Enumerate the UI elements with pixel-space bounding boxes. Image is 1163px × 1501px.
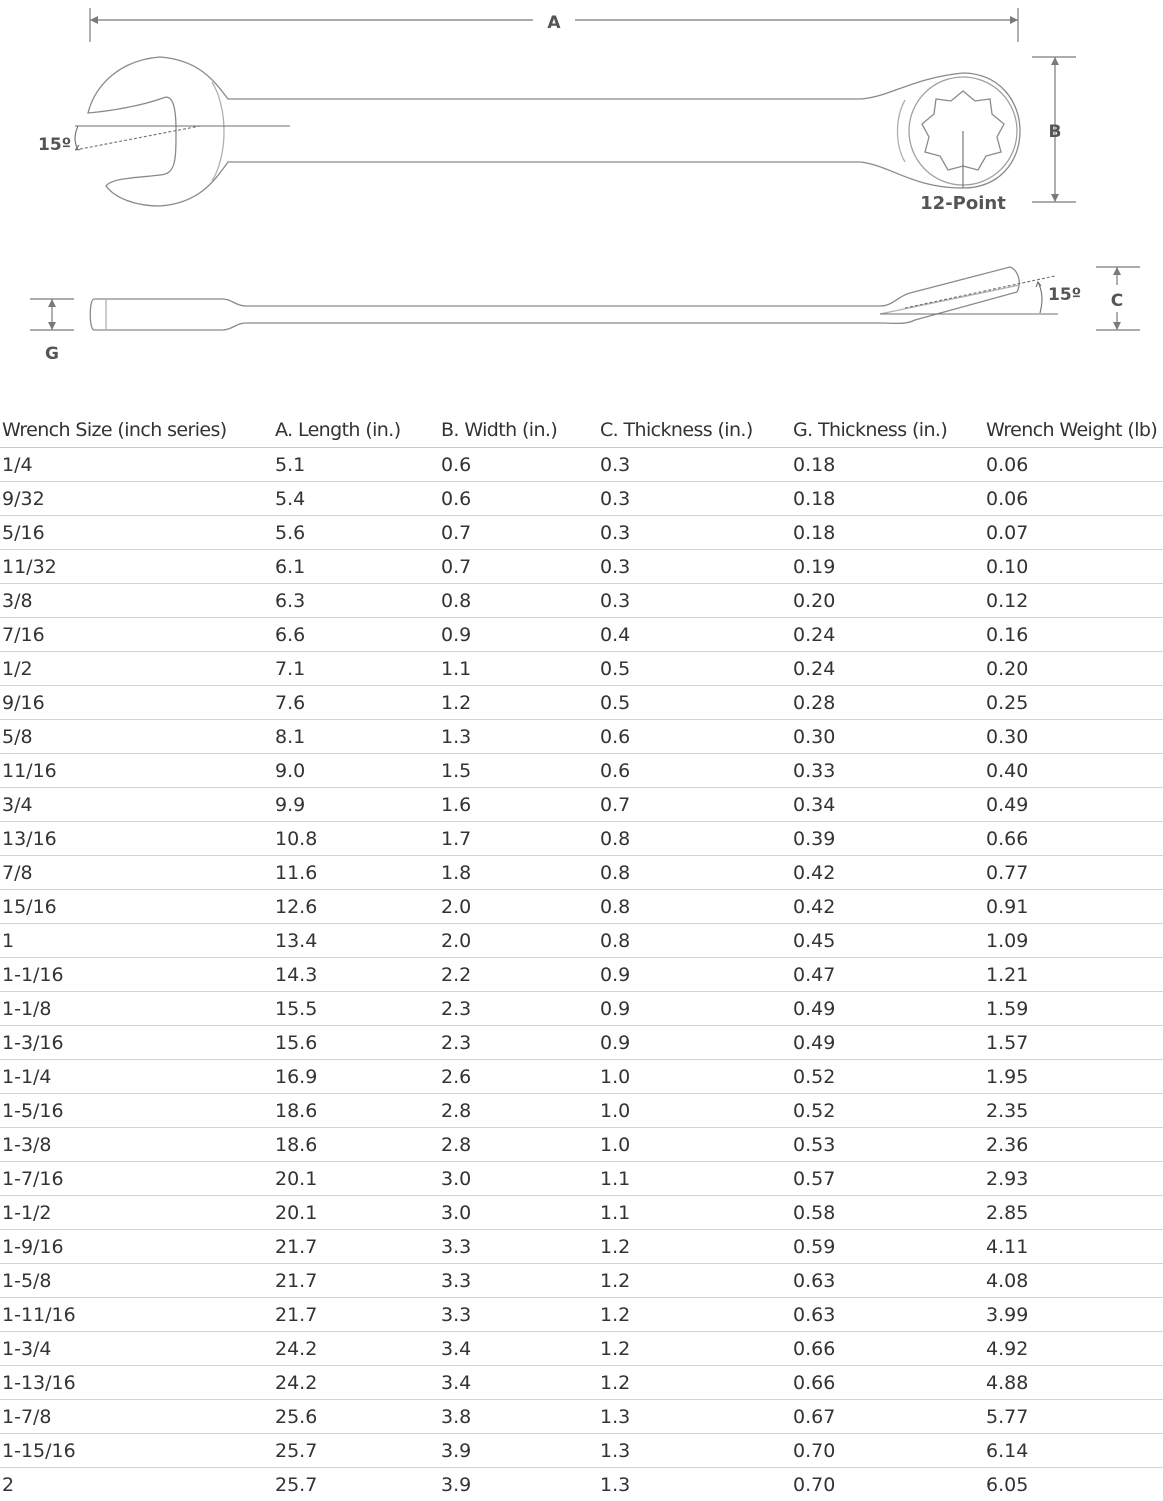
cell-c-thickness: 0.3: [598, 448, 791, 482]
cell-weight: 0.10: [984, 550, 1163, 584]
cell-width: 3.3: [439, 1264, 598, 1298]
cell-length: 6.6: [273, 618, 439, 652]
cell-c-thickness: 0.5: [598, 652, 791, 686]
cell-width: 1.6: [439, 788, 598, 822]
cell-length: 13.4: [273, 924, 439, 958]
cell-g-thickness: 0.52: [791, 1094, 984, 1128]
cell-c-thickness: 1.0: [598, 1060, 791, 1094]
cell-c-thickness: 0.3: [598, 516, 791, 550]
cell-c-thickness: 0.4: [598, 618, 791, 652]
cell-weight: 2.85: [984, 1196, 1163, 1230]
cell-weight: 0.06: [984, 482, 1163, 516]
cell-g-thickness: 0.58: [791, 1196, 984, 1230]
table-row: [0, 1060, 1163, 1094]
cell-weight: 0.40: [984, 754, 1163, 788]
table-row: [0, 720, 1163, 754]
cell-width: 3.0: [439, 1162, 598, 1196]
table-row: [0, 1332, 1163, 1366]
cell-length: 5.4: [273, 482, 439, 516]
cell-g-thickness: 0.24: [791, 652, 984, 686]
cell-c-thickness: 1.2: [598, 1230, 791, 1264]
cell-wrench-size: 1-3/8: [0, 1128, 273, 1162]
cell-c-thickness: 1.1: [598, 1162, 791, 1196]
cell-g-thickness: 0.59: [791, 1230, 984, 1264]
dimension-b-label: B: [1049, 122, 1062, 142]
cell-g-thickness: 0.33: [791, 754, 984, 788]
angle-side-label: 15º: [1048, 285, 1081, 305]
cell-c-thickness: 0.3: [598, 584, 791, 618]
table-row: [0, 856, 1163, 890]
cell-width: 1.1: [439, 652, 598, 686]
cell-c-thickness: 1.0: [598, 1128, 791, 1162]
cell-length: 20.1: [273, 1196, 439, 1230]
cell-c-thickness: 0.9: [598, 1026, 791, 1060]
cell-weight: 4.92: [984, 1332, 1163, 1366]
cell-width: 0.7: [439, 550, 598, 584]
cell-length: 8.1: [273, 720, 439, 754]
cell-wrench-size: 11/32: [0, 550, 273, 584]
cell-wrench-size: 1/2: [0, 652, 273, 686]
cell-g-thickness: 0.42: [791, 856, 984, 890]
cell-weight: 0.12: [984, 584, 1163, 618]
table-row: [0, 1026, 1163, 1060]
header-g-thickness: G. Thickness (in.): [791, 413, 984, 448]
cell-length: 9.0: [273, 754, 439, 788]
cell-wrench-size: 1-9/16: [0, 1230, 273, 1264]
cell-wrench-size: 5/8: [0, 720, 273, 754]
cell-wrench-size: 1-3/4: [0, 1332, 273, 1366]
cell-g-thickness: 0.52: [791, 1060, 984, 1094]
cell-length: 21.7: [273, 1298, 439, 1332]
cell-weight: 4.11: [984, 1230, 1163, 1264]
cell-weight: 1.09: [984, 924, 1163, 958]
cell-width: 1.2: [439, 686, 598, 720]
table-row: [0, 958, 1163, 992]
cell-length: 6.3: [273, 584, 439, 618]
wrench-dimension-diagram: [0, 0, 1163, 380]
cell-weight: 0.49: [984, 788, 1163, 822]
cell-wrench-size: 1-1/16: [0, 958, 273, 992]
cell-g-thickness: 0.18: [791, 448, 984, 482]
wrench-side-view: [90, 267, 1020, 330]
wrench-spec-table: [0, 413, 1163, 1501]
cell-g-thickness: 0.18: [791, 482, 984, 516]
cell-width: 1.8: [439, 856, 598, 890]
cell-wrench-size: 1/4: [0, 448, 273, 482]
cell-g-thickness: 0.24: [791, 618, 984, 652]
cell-c-thickness: 0.8: [598, 822, 791, 856]
cell-width: 0.7: [439, 516, 598, 550]
cell-wrench-size: 15/16: [0, 890, 273, 924]
cell-length: 5.6: [273, 516, 439, 550]
cell-width: 2.8: [439, 1128, 598, 1162]
table-row: [0, 550, 1163, 584]
cell-g-thickness: 0.66: [791, 1332, 984, 1366]
header-width: B. Width (in.): [439, 413, 598, 448]
cell-g-thickness: 0.45: [791, 924, 984, 958]
table-row: [0, 890, 1163, 924]
cell-width: 3.9: [439, 1468, 598, 1501]
cell-wrench-size: 2: [0, 1468, 273, 1501]
cell-g-thickness: 0.19: [791, 550, 984, 584]
cell-wrench-size: 7/16: [0, 618, 273, 652]
cell-width: 0.9: [439, 618, 598, 652]
cell-g-thickness: 0.63: [791, 1264, 984, 1298]
cell-c-thickness: 0.8: [598, 924, 791, 958]
cell-g-thickness: 0.57: [791, 1162, 984, 1196]
cell-width: 0.6: [439, 448, 598, 482]
cell-length: 24.2: [273, 1366, 439, 1400]
cell-weight: 4.08: [984, 1264, 1163, 1298]
table-row: [0, 516, 1163, 550]
table-row: [0, 1094, 1163, 1128]
table-row: [0, 482, 1163, 516]
table-row: [0, 924, 1163, 958]
twelve-point-label: 12-Point: [920, 193, 1006, 214]
cell-weight: 0.07: [984, 516, 1163, 550]
header-length: A. Length (in.): [273, 413, 439, 448]
table-row: [0, 754, 1163, 788]
cell-width: 2.2: [439, 958, 598, 992]
cell-g-thickness: 0.39: [791, 822, 984, 856]
cell-wrench-size: 13/16: [0, 822, 273, 856]
cell-weight: 1.57: [984, 1026, 1163, 1060]
cell-length: 6.1: [273, 550, 439, 584]
cell-wrench-size: 1-15/16: [0, 1434, 273, 1468]
table-row: [0, 1162, 1163, 1196]
header-wrench-size: Wrench Size (inch series): [0, 413, 273, 448]
cell-weight: 5.77: [984, 1400, 1163, 1434]
cell-length: 25.7: [273, 1468, 439, 1501]
cell-length: 21.7: [273, 1264, 439, 1298]
cell-weight: 0.66: [984, 822, 1163, 856]
cell-c-thickness: 0.3: [598, 550, 791, 584]
cell-wrench-size: 11/16: [0, 754, 273, 788]
table-row: [0, 618, 1163, 652]
table-row: [0, 1196, 1163, 1230]
cell-width: 3.4: [439, 1332, 598, 1366]
dimension-g-label: G: [45, 344, 59, 364]
cell-weight: 4.88: [984, 1366, 1163, 1400]
cell-c-thickness: 1.2: [598, 1332, 791, 1366]
cell-c-thickness: 0.6: [598, 754, 791, 788]
cell-length: 15.5: [273, 992, 439, 1026]
cell-wrench-size: 1-11/16: [0, 1298, 273, 1332]
cell-wrench-size: 1-3/16: [0, 1026, 273, 1060]
cell-wrench-size: 1-5/8: [0, 1264, 273, 1298]
table-row: [0, 992, 1163, 1026]
cell-g-thickness: 0.70: [791, 1434, 984, 1468]
cell-c-thickness: 0.5: [598, 686, 791, 720]
cell-wrench-size: 9/32: [0, 482, 273, 516]
cell-g-thickness: 0.34: [791, 788, 984, 822]
cell-wrench-size: 1-1/4: [0, 1060, 273, 1094]
table-row: [0, 1298, 1163, 1332]
cell-wrench-size: 1-1/2: [0, 1196, 273, 1230]
cell-g-thickness: 0.47: [791, 958, 984, 992]
cell-c-thickness: 0.3: [598, 482, 791, 516]
cell-wrench-size: 1-7/8: [0, 1400, 273, 1434]
dimension-c-label: C: [1111, 291, 1123, 311]
cell-g-thickness: 0.42: [791, 890, 984, 924]
cell-width: 2.3: [439, 992, 598, 1026]
table-row: [0, 822, 1163, 856]
cell-c-thickness: 0.9: [598, 992, 791, 1026]
cell-g-thickness: 0.49: [791, 1026, 984, 1060]
cell-c-thickness: 1.3: [598, 1400, 791, 1434]
cell-length: 18.6: [273, 1128, 439, 1162]
cell-c-thickness: 1.0: [598, 1094, 791, 1128]
cell-width: 2.0: [439, 924, 598, 958]
dimension-a-label: A: [547, 13, 561, 33]
cell-width: 1.3: [439, 720, 598, 754]
table-row: [0, 1264, 1163, 1298]
cell-weight: 2.35: [984, 1094, 1163, 1128]
dimension-g: [30, 299, 74, 330]
wrench-top-view: [88, 57, 1020, 206]
cell-length: 10.8: [273, 822, 439, 856]
cell-length: 25.6: [273, 1400, 439, 1434]
table-row: [0, 652, 1163, 686]
cell-c-thickness: 1.3: [598, 1434, 791, 1468]
table-body: [0, 448, 1163, 1501]
cell-length: 24.2: [273, 1332, 439, 1366]
cell-length: 25.7: [273, 1434, 439, 1468]
header-weight: Wrench Weight (lb): [984, 413, 1163, 448]
cell-c-thickness: 0.6: [598, 720, 791, 754]
cell-c-thickness: 0.7: [598, 788, 791, 822]
cell-length: 9.9: [273, 788, 439, 822]
cell-weight: 2.36: [984, 1128, 1163, 1162]
cell-g-thickness: 0.20: [791, 584, 984, 618]
cell-c-thickness: 1.1: [598, 1196, 791, 1230]
cell-width: 3.4: [439, 1366, 598, 1400]
cell-g-thickness: 0.66: [791, 1366, 984, 1400]
cell-weight: 0.16: [984, 618, 1163, 652]
cell-length: 5.1: [273, 448, 439, 482]
table-row: [0, 448, 1163, 482]
cell-weight: 1.59: [984, 992, 1163, 1026]
cell-g-thickness: 0.30: [791, 720, 984, 754]
cell-weight: 1.95: [984, 1060, 1163, 1094]
cell-width: 3.9: [439, 1434, 598, 1468]
cell-wrench-size: 1-7/16: [0, 1162, 273, 1196]
cell-weight: 0.25: [984, 686, 1163, 720]
cell-c-thickness: 1.2: [598, 1298, 791, 1332]
table-row: [0, 1434, 1163, 1468]
cell-wrench-size: 3/8: [0, 584, 273, 618]
cell-g-thickness: 0.18: [791, 516, 984, 550]
cell-wrench-size: 1-5/16: [0, 1094, 273, 1128]
cell-width: 2.8: [439, 1094, 598, 1128]
cell-wrench-size: 3/4: [0, 788, 273, 822]
cell-weight: 0.20: [984, 652, 1163, 686]
cell-g-thickness: 0.63: [791, 1298, 984, 1332]
cell-c-thickness: 1.2: [598, 1366, 791, 1400]
cell-length: 7.1: [273, 652, 439, 686]
cell-weight: 0.30: [984, 720, 1163, 754]
cell-width: 1.7: [439, 822, 598, 856]
cell-length: 7.6: [273, 686, 439, 720]
cell-weight: 0.77: [984, 856, 1163, 890]
cell-weight: 3.99: [984, 1298, 1163, 1332]
cell-length: 18.6: [273, 1094, 439, 1128]
table-header-row: [0, 413, 1163, 448]
cell-width: 3.0: [439, 1196, 598, 1230]
cell-wrench-size: 1-1/8: [0, 992, 273, 1026]
cell-c-thickness: 0.8: [598, 890, 791, 924]
cell-length: 12.6: [273, 890, 439, 924]
cell-width: 0.8: [439, 584, 598, 618]
cell-g-thickness: 0.28: [791, 686, 984, 720]
angle-top-label: 15º: [38, 135, 71, 155]
table-row: [0, 584, 1163, 618]
cell-width: 3.3: [439, 1298, 598, 1332]
cell-wrench-size: 1: [0, 924, 273, 958]
cell-length: 16.9: [273, 1060, 439, 1094]
cell-length: 15.6: [273, 1026, 439, 1060]
cell-width: 3.3: [439, 1230, 598, 1264]
cell-wrench-size: 7/8: [0, 856, 273, 890]
cell-g-thickness: 0.49: [791, 992, 984, 1026]
cell-length: 14.3: [273, 958, 439, 992]
table-row: [0, 1468, 1163, 1501]
cell-length: 11.6: [273, 856, 439, 890]
cell-g-thickness: 0.53: [791, 1128, 984, 1162]
cell-weight: 6.14: [984, 1434, 1163, 1468]
table-row: [0, 788, 1163, 822]
cell-c-thickness: 1.3: [598, 1468, 791, 1501]
cell-wrench-size: 9/16: [0, 686, 273, 720]
cell-length: 21.7: [273, 1230, 439, 1264]
cell-width: 2.6: [439, 1060, 598, 1094]
cell-width: 2.0: [439, 890, 598, 924]
table-row: [0, 1230, 1163, 1264]
cell-weight: 2.93: [984, 1162, 1163, 1196]
cell-wrench-size: 1-13/16: [0, 1366, 273, 1400]
cell-c-thickness: 0.8: [598, 856, 791, 890]
table-row: [0, 686, 1163, 720]
cell-width: 1.5: [439, 754, 598, 788]
cell-g-thickness: 0.67: [791, 1400, 984, 1434]
cell-width: 0.6: [439, 482, 598, 516]
cell-c-thickness: 1.2: [598, 1264, 791, 1298]
table-row: [0, 1400, 1163, 1434]
cell-weight: 0.91: [984, 890, 1163, 924]
cell-weight: 0.06: [984, 448, 1163, 482]
header-c-thickness: C. Thickness (in.): [598, 413, 791, 448]
table-row: [0, 1366, 1163, 1400]
angle-top-indicator: [75, 126, 290, 150]
cell-length: 20.1: [273, 1162, 439, 1196]
table-row: [0, 1128, 1163, 1162]
cell-width: 2.3: [439, 1026, 598, 1060]
cell-weight: 1.21: [984, 958, 1163, 992]
cell-weight: 6.05: [984, 1468, 1163, 1501]
cell-g-thickness: 0.70: [791, 1468, 984, 1501]
cell-wrench-size: 5/16: [0, 516, 273, 550]
cell-width: 3.8: [439, 1400, 598, 1434]
cell-c-thickness: 0.9: [598, 958, 791, 992]
